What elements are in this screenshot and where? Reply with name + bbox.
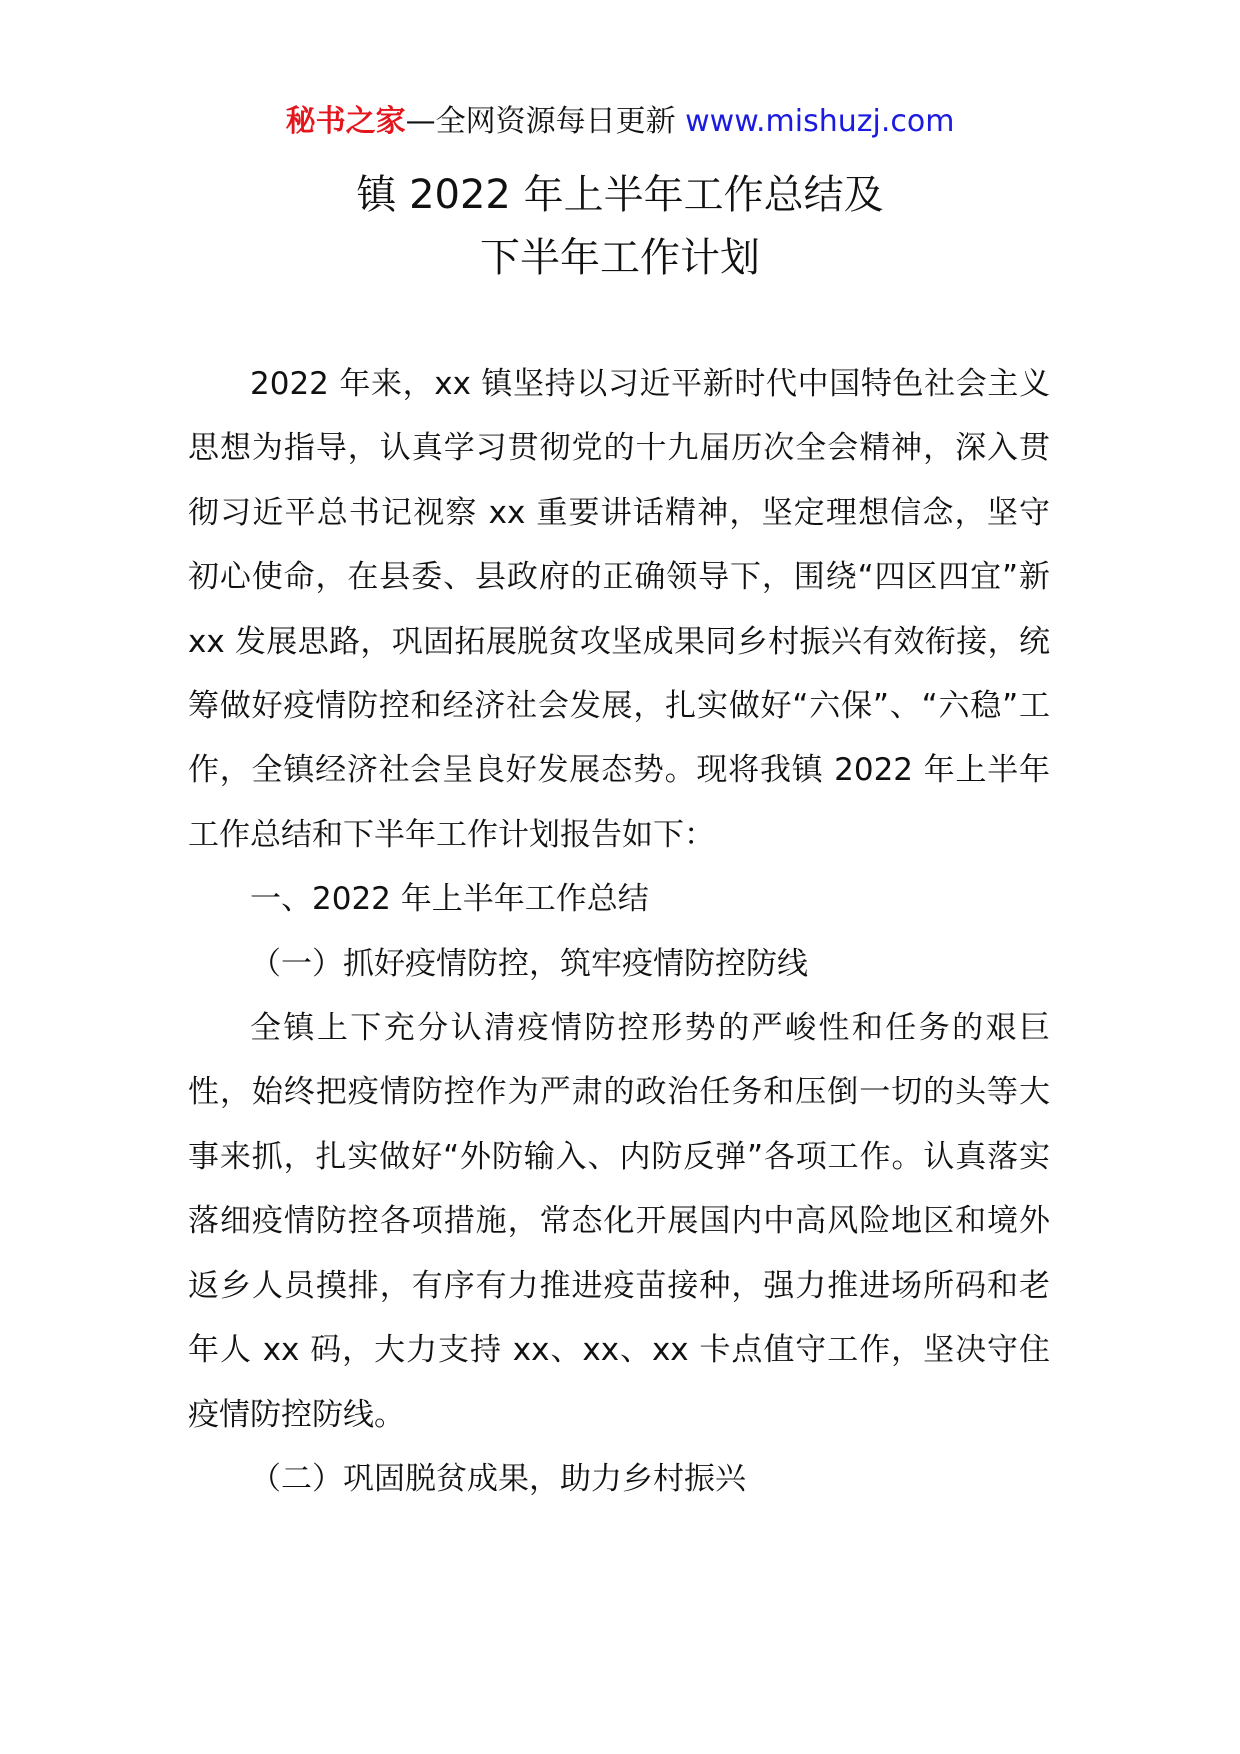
document-title-line2: 下半年工作计划 bbox=[480, 235, 760, 281]
site-brand: 秘书之家 bbox=[285, 104, 406, 139]
document-title-line1: 镇 2022 年上半年工作总结及 bbox=[356, 172, 884, 218]
site-slogan: —全网资源每日更新 bbox=[405, 104, 686, 139]
site-header bbox=[0, 100, 1240, 144]
subsection-heading-2: （二）巩固脱贫成果，助力乡村振兴 bbox=[250, 1460, 746, 1497]
intro-paragraph: 2022 年来，xx 镇坚持以习近平新时代中国特色社会主义思想为指导，认真学习贯彻党的十九届历次全会精神，深入贯彻习近平总书记视察 xx 重要讲话精神，坚定理想信念，坚守初心使命，在县委、县政府的正确领导下，围绕“四区四宜”新 xx 发展思路，巩固拓展脱贫攻坚成果同乡村振兴有效衔接，统筹做好疫情防控和经济社会发展，扎实做好“六保”、“六稳”工作，全镇经济社会呈良好发展态势。现将我镇 2022 年上半年工作总结和下半年工作计划报告如下： bbox=[188, 366, 1050, 853]
subsection-paragraph-1: 全镇上下充分认清疫情防控形势的严峻性和任务的艰巨性，始终把疫情防控作为严肃的政治任务和压倒一切的头等大事来抓，扎实做好“外防输入、内防反弹”各项工作。认真落实落细疫情防控各项措施，常态化开展国内中高风险地区和境外返乡人员摸排，有序有力推进疫苗接种，强力推进场所码和老年人 xx 码，大力支持 xx、xx、xx 卡点值守工作，坚决守住疫情防控防线。 bbox=[188, 1010, 1050, 1433]
subsection-heading-1: （一）抓好疫情防控，筑牢疫情防控防线 bbox=[250, 945, 808, 982]
section-heading-1: 一、2022 年上半年工作总结 bbox=[250, 881, 649, 918]
site-url-link[interactable]: www.mishuzj.com bbox=[685, 104, 955, 139]
document-body bbox=[188, 352, 1050, 1511]
